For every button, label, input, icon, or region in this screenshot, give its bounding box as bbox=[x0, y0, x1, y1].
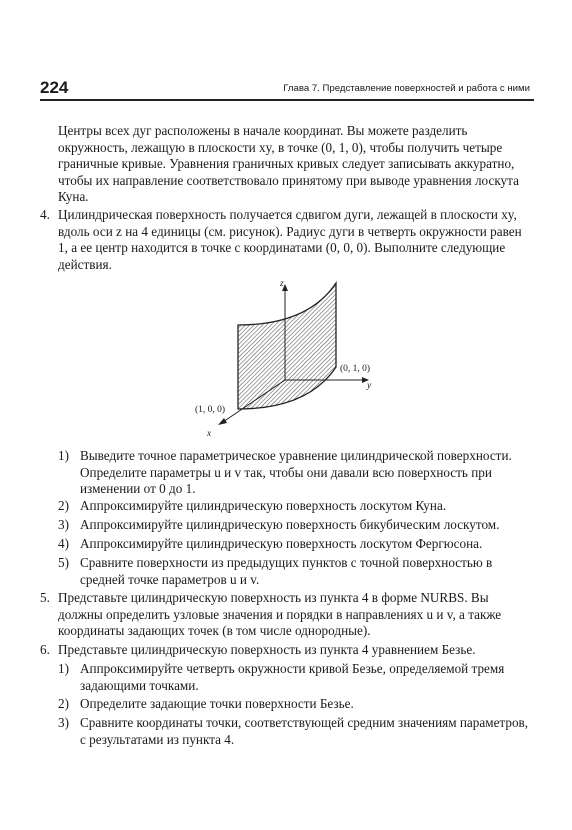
subitem-6-3-number: 3) bbox=[58, 715, 69, 730]
subitem-6-2-text: Определите задающие точки поверхности Безье. bbox=[80, 696, 354, 711]
subitem-4-4-text: Аппроксимируйте цилиндрическую поверхность лоскутом Фергюсона. bbox=[80, 536, 483, 551]
subitem-4-1-number: 1) bbox=[58, 448, 69, 463]
item-6-number: 6. bbox=[40, 642, 50, 657]
subitem-6-3-text: Сравните координаты точки, соответствующей средним значениям параметров, с результатами из пункта 4. bbox=[80, 715, 529, 747]
intro-paragraph: Центры всех дуг расположены в начале координат. Вы можете разделить окружность, лежащую в плоскости xy, в точке (0, 1, 0), чтобы получить четыре граничные кривые. Уравнения граничных кривых следует записывать аккуратно, чтобы их направление соответствовало принятому при выводе уравнения лоскута Куна. bbox=[58, 123, 519, 205]
subitem-6-1-text: Аппроксимируйте четверть окружности кривой Безье, определяемой тремя задающими точками. bbox=[80, 661, 505, 693]
subitem-4-3-number: 3) bbox=[58, 517, 69, 532]
subitem-4-1-text: Выведите точное параметрическое уравнение цилиндрической поверхности. Определите параметры u и v так, чтобы они давали всю поверхность при изменении от 0 до 1. bbox=[80, 448, 512, 497]
cylinder-figure bbox=[190, 274, 390, 444]
subitem-4-2-number: 2) bbox=[58, 498, 69, 513]
subitem-4-4-number: 4) bbox=[58, 536, 69, 551]
cylinder-surface bbox=[238, 283, 336, 409]
point-010-label: (0, 1, 0) bbox=[340, 364, 371, 374]
subitem-6-2-number: 2) bbox=[58, 696, 69, 711]
subitem-4-2-text: Аппроксимируйте цилиндрическую поверхность лоскутом Куна. bbox=[80, 498, 447, 513]
item-5-text: Представьте цилиндрическую поверхность из пункта 4 в форме NURBS. Вы должны определить узловые значения и порядки в направлениях u и v, а также координаты задающих точек (в том числе однородные). bbox=[58, 590, 502, 639]
chapter-title: Глава 7. Представление поверхностей и работа с ними bbox=[283, 83, 530, 94]
subitem-4-5-number: 5) bbox=[58, 555, 69, 570]
z-axis-label: z bbox=[280, 279, 284, 289]
item-5-number: 5. bbox=[40, 590, 50, 605]
running-header bbox=[40, 78, 534, 100]
subitem-6-1-number: 1) bbox=[58, 661, 69, 676]
item-4-number: 4. bbox=[40, 207, 50, 222]
subitem-4-5-text: Сравните поверхности из предыдущих пунктов с точной поверхностью в средней точке параметров u и v. bbox=[80, 555, 493, 587]
header-rule bbox=[40, 99, 534, 101]
item-6-text: Представьте цилиндрическую поверхность из пункта 4 уравнением Безье. bbox=[58, 642, 476, 657]
point-100-label: (1, 0, 0) bbox=[195, 405, 226, 415]
y-axis-label: y bbox=[367, 381, 372, 391]
subitem-4-3-text: Аппроксимируйте цилиндрическую поверхность бикубическим лоскутом. bbox=[80, 517, 500, 532]
x-axis-label: x bbox=[207, 429, 212, 439]
page-number: 224 bbox=[40, 78, 69, 97]
item-4-text: Цилиндрическая поверхность получается сдвигом дуги, лежащей в плоскости xy, вдоль оси z на 4 единицы (см. рисунок). Радиус дуги в четверть окружности равен 1, а ее центр находится в точке с координатами (0, 0, 0). Выполните следующие действия. bbox=[58, 207, 522, 272]
